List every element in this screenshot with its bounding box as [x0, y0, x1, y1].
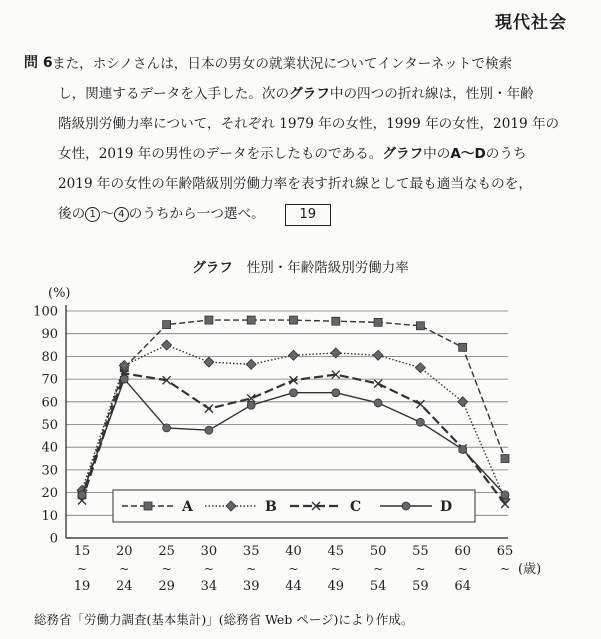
- x-tick-range-mark: ~: [415, 562, 426, 576]
- x-tick-label: 29: [158, 579, 175, 594]
- question-line-5: 2019 年の女性の年齢階級別労働力率を表す折れ線として最も適当なものを，: [58, 176, 532, 192]
- y-tick-label: 80: [41, 349, 58, 365]
- x-tick-label: 49: [327, 579, 345, 594]
- y-tick-label: 90: [41, 327, 58, 343]
- series-B-point: [373, 350, 383, 360]
- y-unit-label: (%): [48, 286, 71, 301]
- source-note: 総務省「労働力調査(基本集計)」(総務省 Web ページ)により作成。: [34, 612, 414, 627]
- series-D-point: [501, 491, 509, 499]
- series-A-point: [416, 322, 424, 330]
- x-tick-label: 30: [200, 544, 218, 559]
- question-number: 問 6: [24, 55, 53, 71]
- x-tick-range-mark: ~: [330, 562, 341, 576]
- series-A-point: [332, 317, 340, 325]
- x-unit-label: (歳): [518, 562, 542, 577]
- series-B-point: [162, 340, 172, 350]
- series-A-point: [205, 316, 213, 324]
- question-line-2: し，関連するデータを入手した。次のグラフ中の四つの折れ線は，性別・年齢: [58, 86, 534, 102]
- x-tick-range-mark: ~: [499, 562, 511, 576]
- series-D-point: [332, 389, 340, 397]
- x-tick-range-mark: ~: [76, 562, 88, 576]
- answer-box[interactable]: 19: [285, 204, 331, 226]
- y-tick-label: 60: [41, 395, 58, 411]
- series-A-point: [163, 321, 171, 329]
- legend-label-B: B: [265, 499, 277, 515]
- y-tick-label: 20: [41, 486, 58, 502]
- series-D-point: [163, 424, 171, 432]
- series-D-point: [247, 401, 255, 409]
- x-tick-label: 44: [285, 579, 302, 594]
- x-tick-range-mark: ~: [246, 562, 257, 576]
- series-D-point: [459, 445, 467, 453]
- series-A-line: [82, 320, 505, 495]
- legend-marker-D: [402, 502, 410, 510]
- y-tick-label: 0: [49, 531, 58, 547]
- x-tick-label: 25: [158, 544, 175, 559]
- x-tick-label: 54: [369, 579, 387, 594]
- x-tick-label: 34: [200, 579, 218, 594]
- legend-marker-A: [144, 502, 152, 510]
- legend-label-D: D: [440, 499, 453, 515]
- series-A-point: [374, 318, 382, 326]
- x-tick-label: 60: [454, 544, 471, 559]
- x-tick-label: 39: [242, 579, 260, 594]
- question-line-4: 女性，2019 年の男性のデータを示したものである。グラフ中のA～Dのうち: [58, 146, 527, 162]
- y-tick-label: 100: [33, 304, 58, 320]
- subject-header: 現代社会: [495, 13, 567, 33]
- series-A-point: [501, 455, 509, 463]
- question-line-1: また，ホシノさんは，日本の男女の就業状況についてインターネットで検索: [52, 56, 513, 72]
- x-tick-label: 59: [412, 579, 429, 594]
- question-line-6: 後の 1 ～ 4 のうちから一つ選べ。 19: [58, 199, 573, 229]
- x-tick-range-mark: ~: [119, 562, 130, 576]
- x-tick-label: 45: [327, 544, 345, 559]
- y-tick-label: 30: [41, 463, 58, 479]
- series-B-point: [458, 397, 468, 407]
- legend-label-A: A: [182, 499, 193, 515]
- x-tick-range-mark: ~: [288, 562, 299, 576]
- x-tick-label: 65: [496, 544, 514, 559]
- series-B-point: [246, 359, 256, 369]
- x-tick-label: 35: [242, 544, 260, 559]
- chart-title: グラフ 性別・年齢階級別労働力率: [192, 260, 409, 276]
- x-tick-range-mark: ~: [203, 562, 214, 576]
- series-D-point: [416, 418, 424, 426]
- y-tick-label: 70: [41, 372, 58, 388]
- series-B-point: [415, 363, 425, 373]
- x-tick-label: 20: [116, 544, 133, 559]
- choice-4-circle: 4: [114, 207, 129, 222]
- y-tick-label: 40: [41, 440, 58, 456]
- series-A-point: [459, 343, 467, 351]
- series-D-point: [205, 426, 213, 434]
- series-B-point: [289, 350, 299, 360]
- y-tick-label: 10: [41, 508, 58, 524]
- legend-label-C: C: [350, 499, 362, 515]
- x-tick-label: 24: [116, 579, 133, 594]
- y-tick-label: 50: [41, 418, 58, 433]
- choice-1-circle: 1: [85, 207, 100, 222]
- x-tick-label: 15: [73, 544, 91, 559]
- x-tick-range-mark: ~: [457, 562, 468, 576]
- series-D-point: [290, 389, 298, 397]
- series-D-point: [78, 491, 86, 499]
- series-A-point: [247, 316, 255, 324]
- x-tick-label: 50: [369, 544, 387, 559]
- x-tick-label: 19: [73, 579, 91, 594]
- series-A-point: [290, 316, 298, 324]
- x-tick-label: 40: [285, 544, 302, 559]
- question-line-3: 階級別労働力率について，それぞれ 1979 年の女性，1999 年の女性，2019 年の: [58, 116, 560, 132]
- series-B-line: [82, 345, 505, 499]
- x-tick-label: 55: [412, 544, 429, 559]
- series-B-point: [204, 357, 214, 367]
- x-tick-label: 64: [454, 579, 471, 594]
- series-D-point: [374, 399, 382, 407]
- x-tick-range-mark: ~: [161, 562, 172, 576]
- x-tick-range-mark: ~: [373, 562, 384, 576]
- series-D-point: [120, 375, 128, 383]
